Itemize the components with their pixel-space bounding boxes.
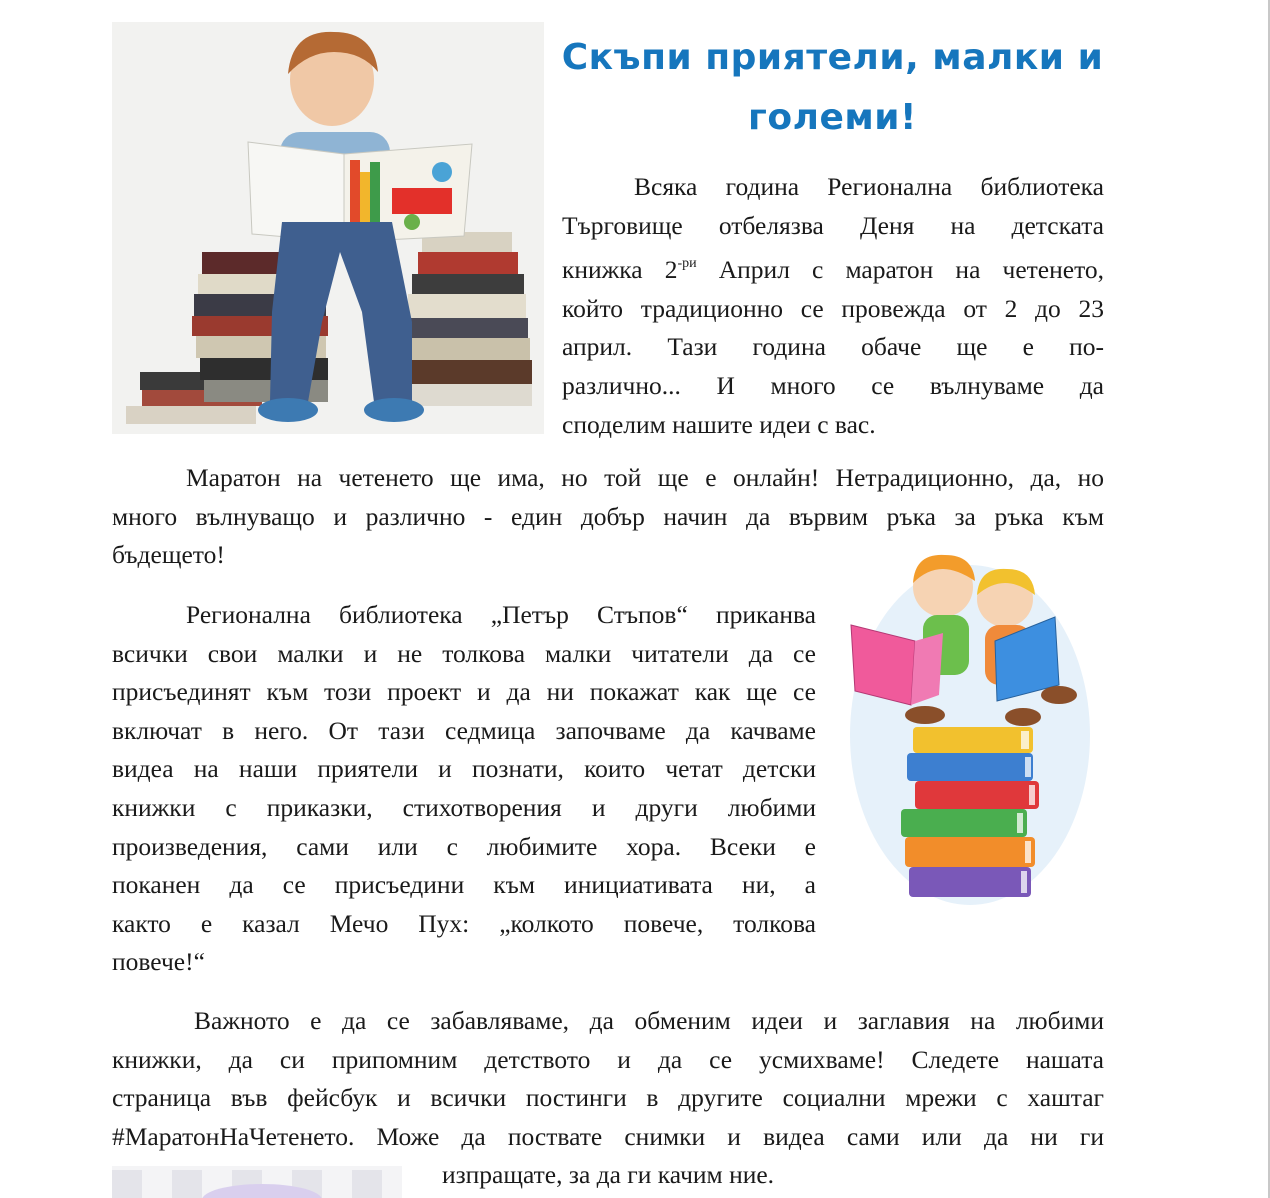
text-line: произведения, сами или с любимите хора. Всеки е bbox=[112, 831, 816, 861]
kids-reading-illustration bbox=[845, 545, 1095, 930]
text-segment: Регионална библиотека „Петър Стъпов“ приканва bbox=[186, 600, 816, 629]
text-line bbox=[112, 1002, 1104, 1041]
text-line: книжки с приказки, стихотворения и други любими bbox=[112, 792, 816, 822]
text-line: април. Тази година обаче ще е по- bbox=[562, 332, 1104, 362]
text-segment: Важното е да се забавляваме, да обменим идеи и заглавия на любими bbox=[194, 1006, 1104, 1035]
text-line: както е казал Мечо Пух: „колкото повече, толкова bbox=[112, 908, 816, 938]
text-line bbox=[112, 459, 1104, 498]
text-line: поканен да се присъедини към инициативата ни, а bbox=[112, 870, 816, 900]
text-line: изпращате, за да ги качим ние. bbox=[441, 1160, 775, 1190]
ordinal-suffix: -ри bbox=[677, 256, 697, 272]
text-segment: Април с маратон на четенето, bbox=[696, 255, 1104, 285]
boy-reading-photo bbox=[112, 22, 544, 434]
text-line: присъединят към този проект и да ни покажат как ще се bbox=[112, 677, 816, 707]
text-line: който традиционно се провежда от 2 до 23 bbox=[562, 293, 1104, 323]
title-line-1: Скъпи приятели, малки и bbox=[561, 37, 1104, 78]
text-segment: Маратон на четенето ще има, но той ще е онлайн! Нетрадиционно, да, но bbox=[186, 463, 1104, 492]
text-line: страница във фейсбук и всички постинги в другите социални мрежи с хаштаг bbox=[112, 1083, 1104, 1113]
paragraph-intro bbox=[562, 168, 1104, 444]
text-line: включат в него. От тази седмица започваме да качваме bbox=[112, 715, 816, 745]
text-line: книжки, да си припомним детството и да се усмихваме! Следете нашата bbox=[112, 1044, 1104, 1074]
text-line bbox=[562, 168, 1104, 207]
text-line bbox=[562, 245, 1104, 290]
title-line-2: големи! bbox=[748, 97, 917, 138]
text-line: всички свои малки и не толкова малки читатели да се bbox=[112, 638, 816, 668]
paragraph-invitation bbox=[112, 596, 816, 982]
text-line: бъдещето! bbox=[112, 540, 225, 570]
page-title bbox=[560, 28, 1105, 148]
footer-decoration bbox=[112, 1166, 402, 1198]
text-segment: Всяка година Регионална библиотека bbox=[634, 172, 1104, 201]
text-line: повече!“ bbox=[112, 947, 205, 977]
text-line: различно... И много се вълнуваме да bbox=[562, 370, 1104, 400]
text-line: много вълнуващо и различно - един добър начин да вървим ръка за ръка към bbox=[112, 501, 1104, 531]
text-line: споделим нашите идеи с вас. bbox=[562, 409, 876, 439]
text-segment: книжка 2 bbox=[562, 255, 678, 285]
text-line: #МаратонНаЧетенето. Може да поствате снимки и видеа сами или да ни ги bbox=[112, 1121, 1104, 1151]
text-line: Търговище отбелязва Деня на детската bbox=[562, 210, 1104, 240]
text-line bbox=[112, 596, 816, 635]
text-line: видеа на наши приятели и познати, които четат детски bbox=[112, 754, 816, 784]
